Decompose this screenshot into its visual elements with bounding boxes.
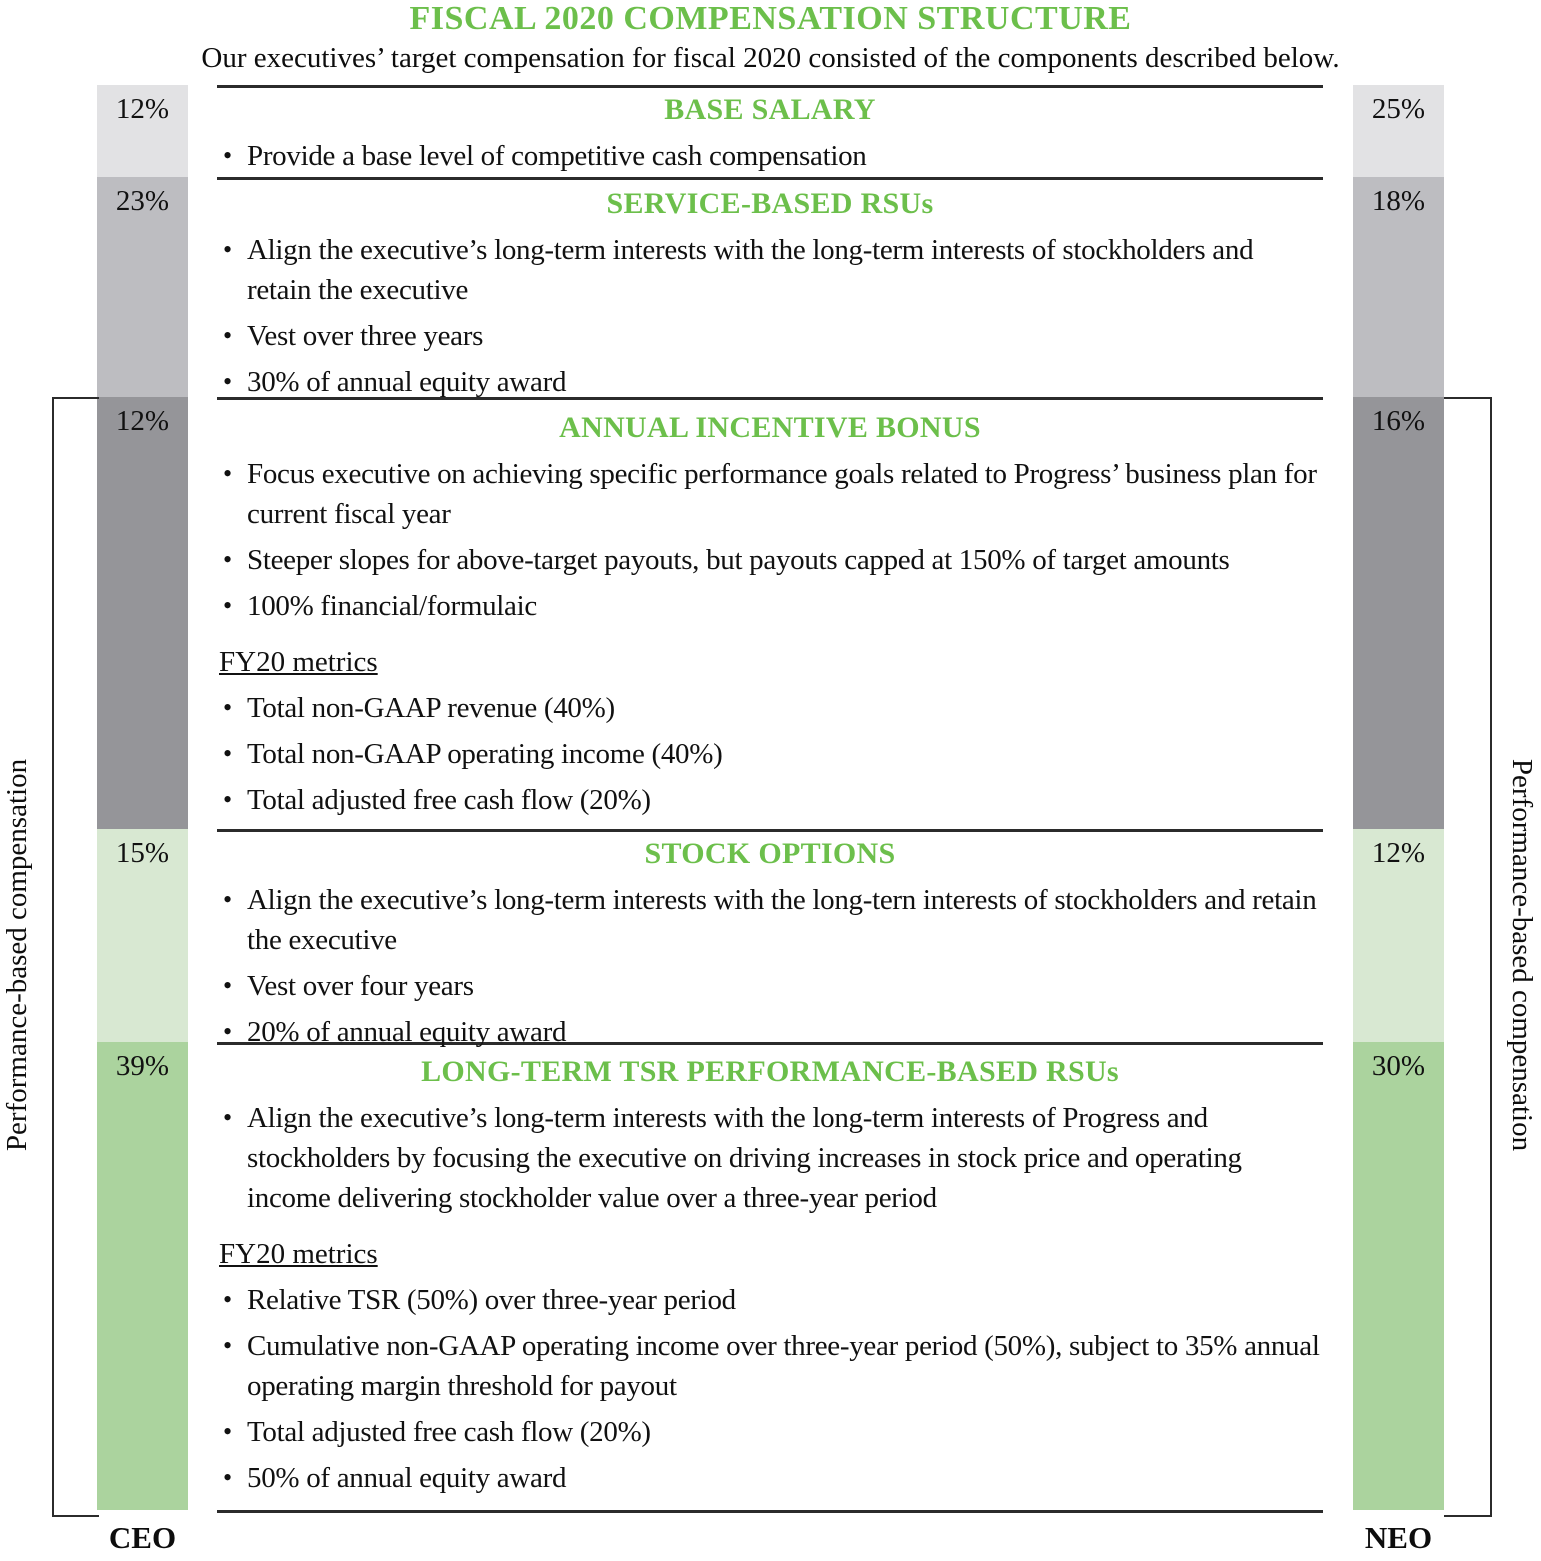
neo-segment-service-rsus bbox=[1353, 177, 1444, 397]
ceo-axis-label: CEO bbox=[108, 1520, 177, 1555]
section-heading-service-rsus: SERVICE-BASED RSUs bbox=[606, 187, 934, 220]
bullet: • Focus executive on achieving specific performance goals related to Progress’ business plan for current fiscal year bbox=[217, 454, 1323, 534]
section-stock-options bbox=[217, 834, 1323, 1052]
ceo-segment-stock-options bbox=[97, 829, 188, 1042]
metric-item: • Total non-GAAP operating income (40%) bbox=[217, 734, 1323, 774]
section-heading-stock-options: STOCK OPTIONS bbox=[644, 837, 896, 870]
metric-item: • Relative TSR (50%) over three-year period bbox=[217, 1280, 1323, 1320]
section-service-rsus bbox=[217, 184, 1323, 402]
neo-segment-ltsr-rsus bbox=[1353, 1042, 1444, 1510]
divider-bottom bbox=[217, 1510, 1323, 1513]
ceo-pct-base-salary: 12% bbox=[115, 93, 170, 125]
metric-item: • 50% of annual equity award bbox=[217, 1458, 1323, 1498]
bullet: • Vest over three years bbox=[217, 316, 1323, 356]
bullet: • 20% of annual equity award bbox=[217, 1012, 1323, 1052]
neo-pct-ltsr-rsus: 30% bbox=[1371, 1050, 1426, 1082]
metric-item: • Total adjusted free cash flow (20%) bbox=[217, 780, 1323, 820]
neo-pct-service-rsus: 18% bbox=[1371, 185, 1426, 217]
ceo-pct-annual-bonus: 12% bbox=[115, 405, 170, 437]
neo-pct-annual-bonus: 16% bbox=[1371, 405, 1426, 437]
ceo-segment-base-salary bbox=[97, 85, 188, 177]
divider-annual-bonus bbox=[217, 829, 1323, 832]
metric-item: • Total non-GAAP revenue (40%) bbox=[217, 688, 1323, 728]
ceo-pct-stock-options: 15% bbox=[115, 837, 170, 869]
section-annual-incentive-bonus bbox=[217, 408, 1323, 820]
ceo-segment-ltsr-rsus bbox=[97, 1042, 188, 1510]
neo-axis-label: NEO bbox=[1364, 1520, 1433, 1555]
metric-item: • Total adjusted free cash flow (20%) bbox=[217, 1412, 1323, 1452]
neo-segment-base-salary bbox=[1353, 85, 1444, 177]
neo-segment-stock-options bbox=[1353, 829, 1444, 1042]
section-heading-annual-bonus: ANNUAL INCENTIVE BONUS bbox=[559, 411, 981, 444]
ceo-pct-service-rsus: 23% bbox=[115, 185, 170, 217]
bullet: • 100% financial/formulaic bbox=[217, 586, 1323, 626]
ceo-segment-annual-bonus bbox=[97, 397, 188, 829]
divider-top bbox=[217, 85, 1323, 88]
ceo-segment-service-rsus bbox=[97, 177, 188, 397]
metric-item: • Cumulative non-GAAP operating income over three-year period (50%), subject to 35% annual operating margin threshold for payout bbox=[217, 1326, 1323, 1406]
divider-base-salary bbox=[217, 177, 1323, 180]
ceo-pct-ltsr-rsus: 39% bbox=[115, 1050, 170, 1082]
neo-pct-stock-options: 12% bbox=[1371, 837, 1426, 869]
bullet: • 30% of annual equity award bbox=[217, 362, 1323, 402]
right-performance-based-label: Performance-based compensation bbox=[1506, 758, 1538, 1152]
section-heading-ltsr-rsus: LONG-TERM TSR PERFORMANCE-BASED RSUs bbox=[421, 1055, 1119, 1088]
neo-segment-annual-bonus bbox=[1353, 397, 1444, 829]
fy20-metrics-label: FY20 metrics bbox=[219, 646, 378, 678]
section-base-salary bbox=[217, 90, 1323, 176]
bullet: • Steeper slopes for above-target payouts, but payouts capped at 150% of target amounts bbox=[217, 540, 1323, 580]
bullet: • Align the executive’s long-term interests with the long-term interests of stockholders and retain the executive bbox=[217, 230, 1323, 310]
section-ltsr-performance-rsus bbox=[217, 1052, 1323, 1498]
figure-title: FISCAL 2020 COMPENSATION STRUCTURE bbox=[409, 0, 1132, 37]
bullet: • Align the executive’s long-term interests with the long-tern interests of stockholders and retain the executive bbox=[217, 880, 1323, 960]
bullet: • Vest over four years bbox=[217, 966, 1323, 1006]
left-performance-based-label: Performance-based compensation bbox=[1, 758, 33, 1152]
neo-performance-bracket bbox=[1444, 397, 1492, 1517]
ceo-performance-bracket bbox=[52, 397, 99, 1517]
figure-subtitle: Our executives’ target compensation for fiscal 2020 consisted of the components described below. bbox=[201, 42, 1340, 74]
section-heading-base-salary: BASE SALARY bbox=[664, 93, 876, 126]
bullet: • Provide a base level of competitive cash compensation bbox=[217, 136, 1323, 176]
fy20-metrics-label: FY20 metrics bbox=[219, 1238, 378, 1270]
bullet: • Align the executive’s long-term interests with the long-term interests of Progress and stockholders by focusing the executive on driving increases in stock price and operating income delivering stockholder value over a three-year period bbox=[217, 1098, 1323, 1218]
neo-pct-base-salary: 25% bbox=[1371, 93, 1426, 125]
